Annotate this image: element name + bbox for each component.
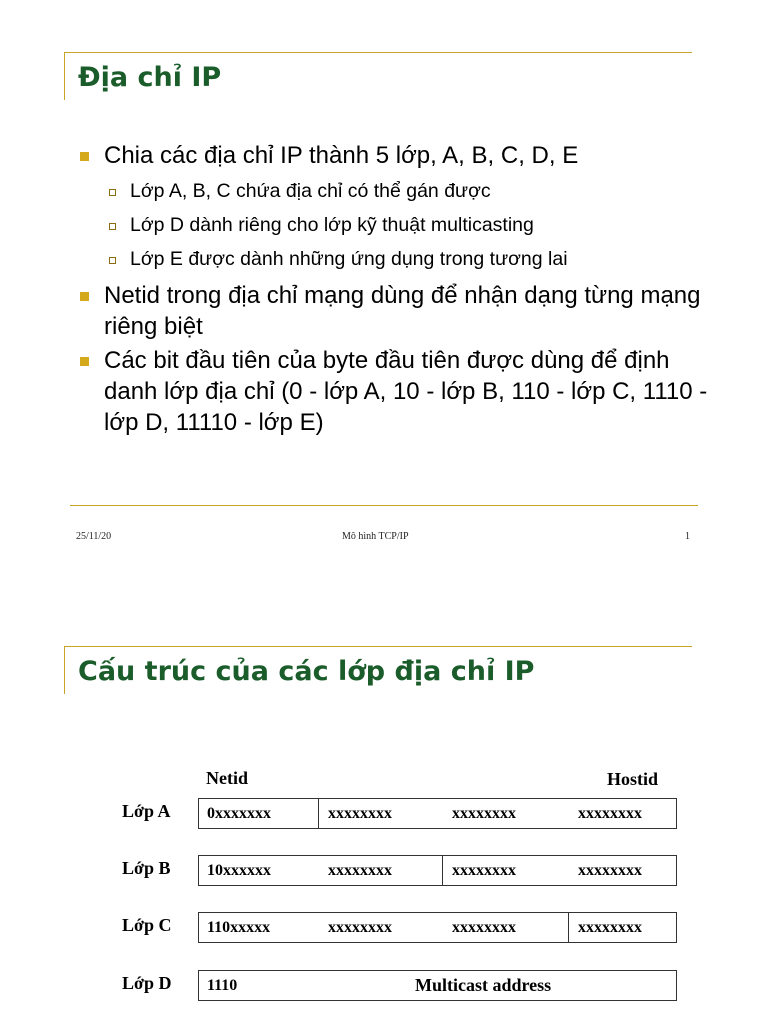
slide-2 (0, 590, 768, 1024)
octet-cell: xxxxxxxx (578, 805, 642, 822)
octet-cell: 10xxxxxx (207, 862, 271, 879)
footer-rule (70, 505, 698, 506)
octet-cell: xxxxxxxx (578, 919, 642, 936)
multicast-address-cell: Multicast address (415, 975, 552, 995)
sub-bullet-item (78, 242, 708, 276)
octet-cell: xxxxxxxx (452, 805, 516, 822)
octet-cell: xxxxxxxx (578, 862, 642, 879)
octet-cell: xxxxxxxx (452, 919, 516, 936)
sub-bullet-text: Lớp A, B, C chứa địa chỉ có thể gán được (130, 180, 491, 202)
hostid-header: Hostid (607, 769, 659, 789)
footer-date: 25/11/20 (76, 531, 112, 542)
bullet-list (78, 140, 708, 441)
sub-bullet-text: Lớp D dành riêng cho lớp kỹ thuật multicasting (130, 214, 534, 236)
bullet-item (78, 280, 708, 342)
slide-title: Địa chỉ IP (78, 62, 222, 93)
class-c-label: Lớp C (122, 915, 172, 935)
footer-title: Mô hình TCP/IP (342, 531, 409, 542)
bullet-item (78, 345, 708, 438)
octet-cell: 1110 (207, 977, 238, 994)
netid-host-divider (318, 799, 319, 828)
title-left-rule (64, 52, 65, 100)
octet-cell: xxxxxxxx (328, 805, 392, 822)
octet-cell: xxxxxxxx (328, 862, 392, 879)
hollow-square-bullet-icon (109, 189, 116, 196)
class-a-row (198, 798, 677, 829)
hollow-square-bullet-icon (109, 257, 116, 264)
title-left-rule (64, 646, 65, 694)
title-top-rule (64, 646, 692, 647)
sub-bullet-item (78, 174, 708, 208)
octet-cell: xxxxxxxx (328, 919, 392, 936)
class-b-label: Lớp B (122, 858, 171, 878)
footer-page-number: 1 (685, 531, 690, 542)
class-c-row (198, 912, 677, 943)
square-bullet-icon (80, 357, 89, 366)
class-d-label: Lớp D (122, 973, 172, 993)
bullet-item (78, 140, 708, 171)
sub-bullet-text: Lớp E được dành những ứng dụng trong tương lai (130, 248, 568, 270)
class-d-row (198, 970, 677, 1001)
netid-header: Netid (206, 768, 248, 788)
netid-host-divider (442, 856, 443, 885)
slide-title: Cấu trúc của các lớp địa chỉ IP (78, 656, 535, 687)
square-bullet-icon (80, 152, 89, 161)
square-bullet-icon (80, 292, 89, 301)
title-top-rule (64, 52, 692, 53)
class-a-label: Lớp A (122, 801, 171, 821)
bullet-text: Chia các địa chỉ IP thành 5 lớp, A, B, C, D, E (104, 142, 579, 169)
netid-host-divider (568, 913, 569, 942)
sub-bullet-item (78, 208, 708, 242)
bullet-text: Netid trong địa chỉ mạng dùng để nhận dạng từng mạng riêng biệt (104, 282, 701, 340)
bullet-text: Các bit đầu tiên của byte đầu tiên được dùng để định danh lớp địa chỉ (0 - lớp A, 10 - lớp B, 110 - lớp C, 1110 - lớp D, 11110 - lớp E) (104, 347, 708, 436)
octet-cell: xxxxxxxx (452, 862, 516, 879)
octet-cell: 110xxxxx (207, 919, 271, 936)
hollow-square-bullet-icon (109, 223, 116, 230)
octet-cell: 0xxxxxxx (207, 805, 271, 822)
class-b-row (198, 855, 677, 886)
